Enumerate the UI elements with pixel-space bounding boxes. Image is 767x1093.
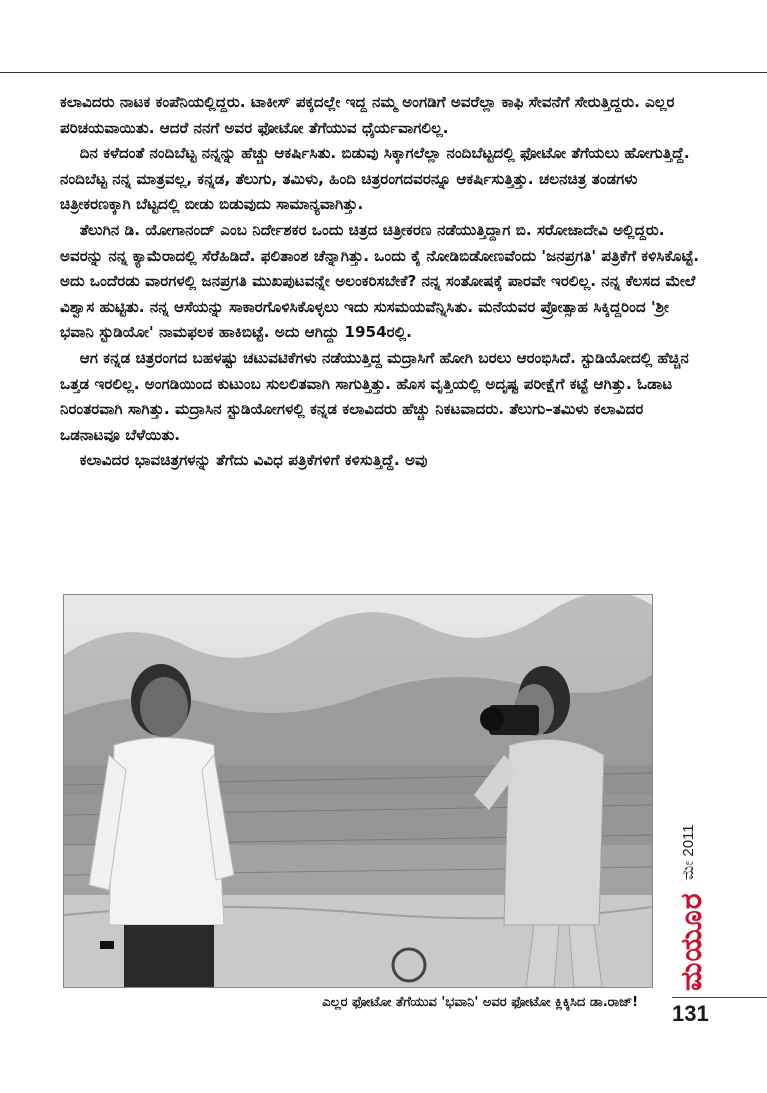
paragraph: ದಿನ ಕಳೆದಂತೆ ನಂದಿಬೆಟ್ಟ ನನ್ನನ್ನು ಹೆಚ್ಚು ಆಕರ್ಷಿಸಿತು. ಬಿಡುವು ಸಿಕ್ಕಾಗಲೆಲ್ಲಾ ನಂದಿಬೆಟ್ಟದಲ್ಲಿ ಫೋಟೋ ತೆಗೆಯಲು ಹೋಗುತ್ತಿದ್ದೆ. ನಂದಿಬೆಟ್ಟ ನನ್ನ ಮಾತ್ರವಲ್ಲ, ಕನ್ನಡ, ತೆಲುಗು, ತಮಿಳು, ಹಿಂದಿ ಚಿತ್ರರಂಗದವರನ್ನೂ ಆಕರ್ಷಿಸುತ್ತಿತ್ತು. ಚಲನಚಿತ್ರ ತಂಡಗಳು ಚಿತ್ರೀಕರಣಕ್ಕಾಗಿ ಬೆಟ್ಟದಲ್ಲಿ ಬೀಡು ಬಿಡುವುದು ಸಾಮಾನ್ಯವಾಗಿತ್ತು.: [60, 144, 690, 214]
article-photo: [63, 594, 653, 988]
paragraph: ಕಲಾವಿದರ ಭಾವಚಿತ್ರಗಳನ್ನು ತೆಗೆದು ವಿವಿಧ ಪತ್ರಿಕೆಗಳಿಗೆ ಕಳಿಸುತ್ತಿದ್ದೆ. ಅವು: [79, 451, 428, 470]
page-number-rule: [672, 997, 767, 998]
issue-date: ಮೇ 2011: [680, 824, 697, 880]
paragraph: ಆಗ ಕನ್ನಡ ಚಿತ್ರರಂಗದ ಬಹಳಷ್ಟು ಚಟುವಟಿಕೆಗಳು ನಡೆಯುತ್ತಿದ್ದ ಮದ್ರಾಸಿಗೆ ಹೋಗಿ ಬರಲು ಆರಂಭಿಸಿದೆ. ಸ್ಟುಡಿಯೋದಲ್ಲಿ ಹೆಚ್ಚಿನ ಒತ್ತಡ ಇರಲಿಲ್ಲ. ಅಂಗಡಿಯಿಂದ ಕುಟುಂಬ ಸುಲಲಿತವಾಗಿ ಸಾಗುತ್ತಿತ್ತು. ಹೊಸ ವೃತ್ತಿಯಲ್ಲಿ ಅದೃಷ್ಟ ಪರೀಕ್ಷೆಗೆ ಕಟ್ಟೆ ಆಗಿತ್ತು. ಓಡಾಟ ನಿರಂತರವಾಗಿ ಸಾಗಿತ್ತು. ಮದ್ರಾಸಿನ ಸ್ಟುಡಿಯೋಗಳಲ್ಲಿ ಕನ್ನಡ ಕಲಾವಿದರು ಹೆಚ್ಚು ನಿಕಟವಾದರು. ತೆಲುಗು–ತಮಿಳು ಕಲಾವಿದರ ಒಡನಾಟವೂ ಬೆಳೆಯಿತು.: [60, 348, 689, 444]
article-body: [60, 90, 708, 474]
photo-illustration: [64, 595, 652, 987]
paragraph: ಕಲಾವಿದರು ನಾಟಕ ಕಂಪೆನಿಯಲ್ಲಿದ್ದರು. ಟಾಕೀಸ್ ಪಕ್ಕದಲ್ಲೇ ಇದ್ದ ನಮ್ಮ ಅಂಗಡಿಗೆ ಅವರೆಲ್ಲಾ ಕಾಫಿ ಸೇವನೆಗೆ ಸೇರುತ್ತಿದ್ದರು. ಎಲ್ಲರ ಪರಿಚಯವಾಯಿತು. ಆದರೆ ನನಗೆ ಅವರ ಫೋಟೋ ತೆಗೆಯುವ ಧೈರ್ಯವಾಗಲಿಲ್ಲ.: [60, 93, 675, 137]
header-rule: [0, 72, 767, 73]
photo-caption: ಎಲ್ಲರ ಫೋಟೋ ತೆಗೆಯುವ 'ಭವಾನಿ' ಅವರ ಫೋಟೋ ಕ್ಲಿಕ್ಕಿಸಿದ ಡಾ.ರಾಜ್!: [322, 995, 638, 1010]
page-number: 131: [672, 1001, 709, 1026]
paragraph: ತೆಲುಗಿನ ಡಿ. ಯೋಗಾನಂದ್ ಎಂಬ ನಿರ್ದೇಶಕರ ಒಂದು ಚಿತ್ರದ ಚಿತ್ರೀಕರಣ ನಡೆಯುತ್ತಿದ್ದಾಗ ಬಿ. ಸರೋಜಾದೇವಿ ಅಲ್ಲಿದ್ದರು. ಅವರನ್ನು ನನ್ನ ಕ್ಯಾಮೆರಾದಲ್ಲಿ ಸೆರೆಹಿಡಿದೆ. ಫಲಿತಾಂಶ ಚೆನ್ನಾಗಿತ್ತು. ಒಂದು ಕೈ ನೋಡಿಬಿಡೋಣವೆಂದು 'ಜನಪ್ರಗತಿ' ಪತ್ರಿಕೆಗೆ ಕಳಿಸಿಕೊಟ್ಟೆ. ಅದು ಒಂದೆರಡು ವಾರಗಳಲ್ಲಿ ಜನಪ್ರಗತಿ ಮುಖಪುಟವನ್ನೇ ಅಲಂಕರಿಸಬೇಕೆ? ನನ್ನ ಸಂತೋಷಕ್ಕೆ ಪಾರವೇ ಇರಲಿಲ್ಲ. ನನ್ನ ಕೆಲಸದ ಮೇಲೆ ವಿಶ್ವಾಸ ಹುಟ್ಟಿತು. ನನ್ನ ಆಸೆಯನ್ನು ಸಾಕಾರಗೊಳಿಸಿಕೊಳ್ಳಲು ಇದು ಸುಸಮಯವೆನ್ನಿಸಿತು. ಮನೆಯವರ ಪ್ರೋತ್ಸಾಹ ಸಿಕ್ಕಿದ್ದರಿಂದ 'ಶ್ರೀ ಭವಾನಿ ಸ್ಟುಡಿಯೋ' ನಾಮಫಲಕ ಹಾಕಿಬಿಟ್ಟೆ. ಅದು ಆಗಿದ್ದು 1954ರಲ್ಲಿ.: [60, 220, 700, 342]
magazine-logo: ಮಯೂರ: [674, 892, 709, 991]
